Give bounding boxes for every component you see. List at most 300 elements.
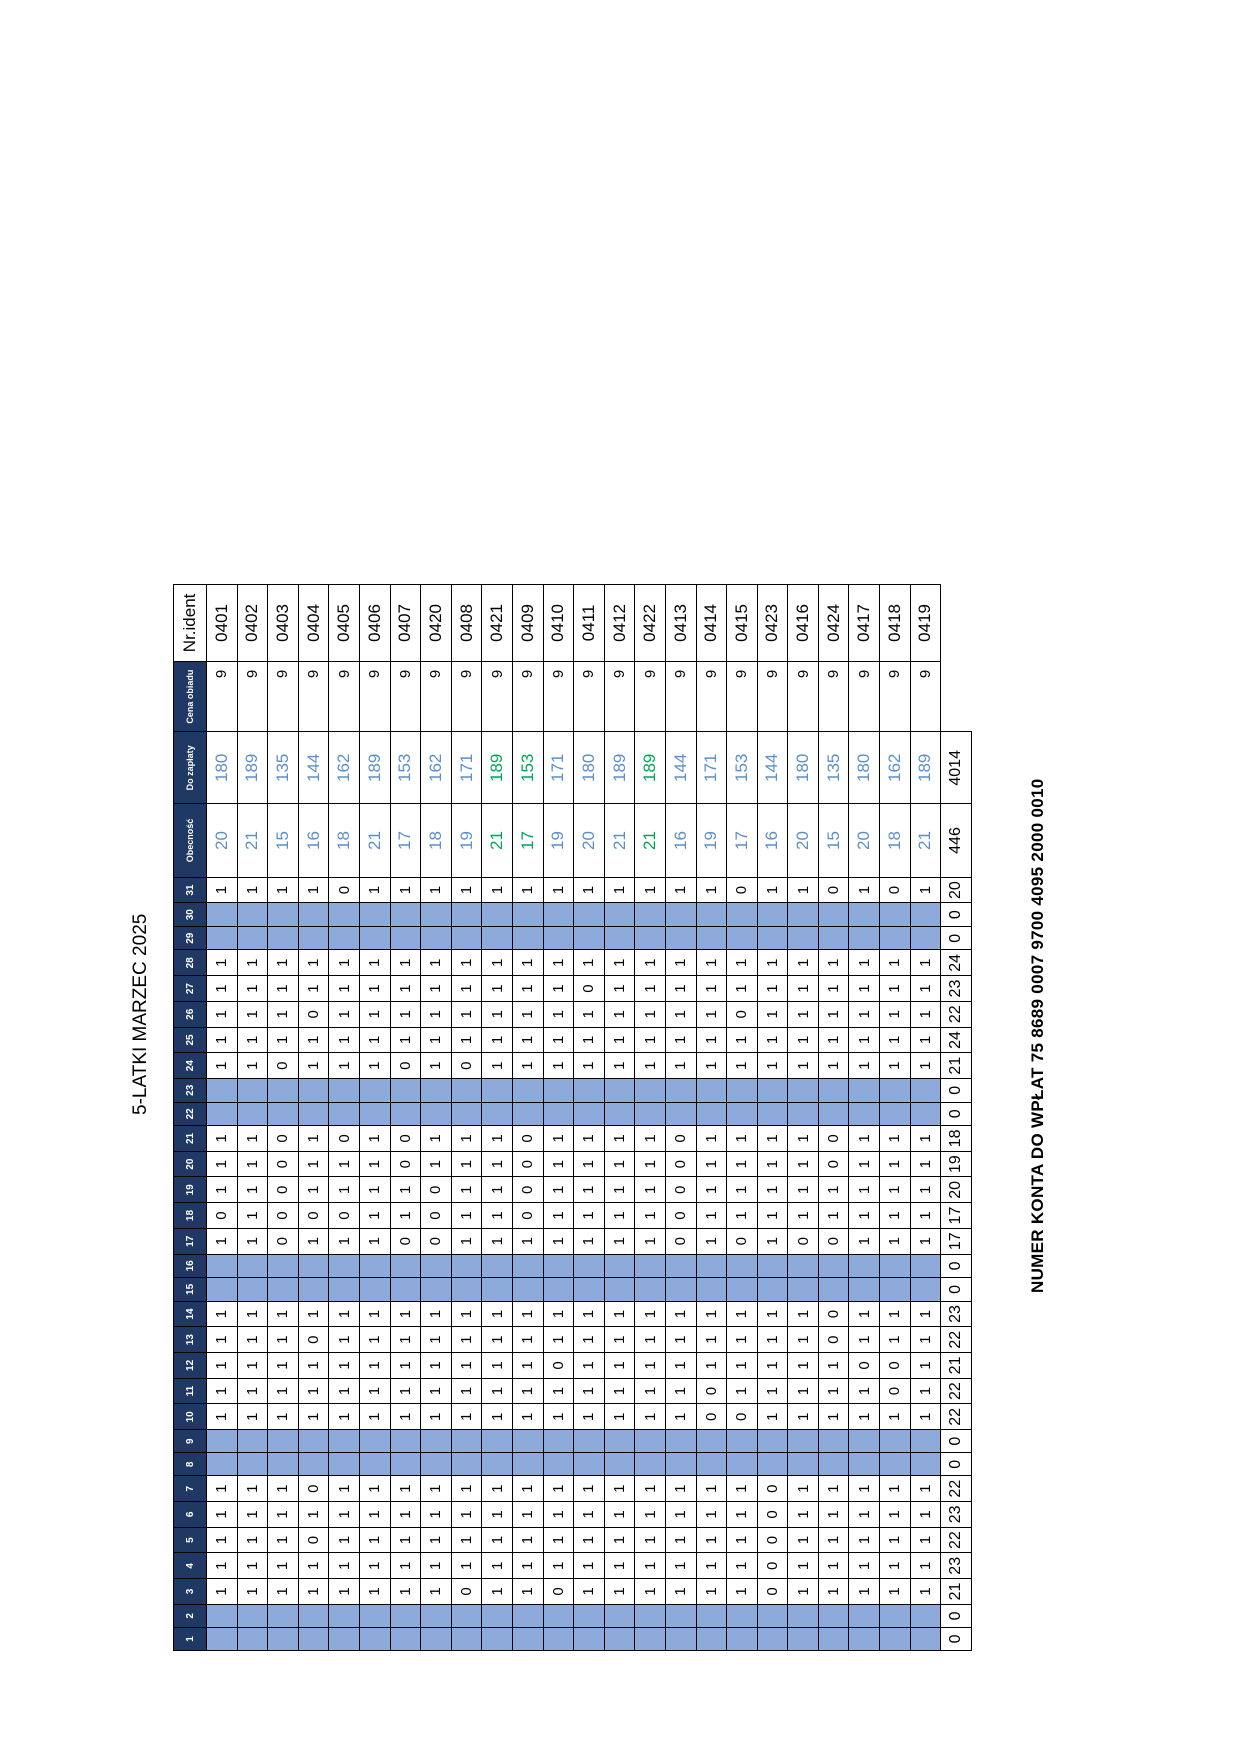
day-cell: 1 <box>512 1579 543 1605</box>
day-cell: 1 <box>849 1327 880 1353</box>
cena-cell: 9 <box>359 661 390 732</box>
table-row <box>421 585 452 1651</box>
day-total-cell: 23 <box>941 1502 972 1528</box>
day-cell: 1 <box>849 1053 880 1079</box>
day-cell: 0 <box>665 1203 696 1229</box>
day-cell: 1 <box>910 877 941 903</box>
day-cell <box>512 1278 543 1302</box>
day-cell: 1 <box>849 950 880 976</box>
day-cell: 0 <box>298 1527 329 1553</box>
day-cell: 1 <box>604 1353 635 1379</box>
day-cell: 0 <box>543 1579 574 1605</box>
day-cell <box>788 926 819 950</box>
day-cell: 1 <box>696 1301 727 1327</box>
day-cell: 1 <box>390 877 421 903</box>
do-zaplaty-cell: 135 <box>818 732 849 804</box>
day-cell <box>696 1604 727 1627</box>
ident-cell: 0411 <box>574 585 605 662</box>
day-header: 8 <box>174 1453 207 1476</box>
day-cell <box>635 1453 666 1476</box>
day-cell: 1 <box>390 1476 421 1502</box>
day-cell: 1 <box>268 1404 299 1430</box>
day-cell: 1 <box>818 1553 849 1579</box>
day-cell: 0 <box>268 1203 299 1229</box>
day-cell: 1 <box>390 1502 421 1528</box>
day-cell <box>604 1430 635 1453</box>
day-cell: 1 <box>757 1151 788 1177</box>
day-cell: 1 <box>910 1301 941 1327</box>
table-row <box>298 585 329 1651</box>
day-header: 12 <box>174 1353 207 1379</box>
day-cell: 1 <box>788 1404 819 1430</box>
obecnosc-cell: 20 <box>849 804 880 877</box>
day-cell: 1 <box>788 1476 819 1502</box>
table-row <box>696 585 727 1651</box>
day-cell: 1 <box>849 1177 880 1203</box>
day-cell <box>359 1453 390 1476</box>
day-cell: 1 <box>298 1353 329 1379</box>
day-header: 10 <box>174 1404 207 1430</box>
day-cell: 1 <box>543 1327 574 1353</box>
day-cell <box>390 1604 421 1627</box>
day-cell <box>727 1627 758 1650</box>
day-cell: 1 <box>329 1404 360 1430</box>
day-cell: 1 <box>421 1353 452 1379</box>
day-cell <box>268 1079 299 1103</box>
table-row <box>788 585 819 1651</box>
day-cell: 1 <box>665 1053 696 1079</box>
day-cell: 1 <box>757 1126 788 1152</box>
cena-cell: 9 <box>604 661 635 732</box>
day-total-cell: 17 <box>941 1203 972 1229</box>
day-cell: 1 <box>451 1027 482 1053</box>
day-cell: 1 <box>359 1203 390 1229</box>
day-cell: 1 <box>574 1027 605 1053</box>
table-row <box>390 585 421 1651</box>
do-zaplaty-cell: 144 <box>757 732 788 804</box>
day-cell <box>727 1102 758 1126</box>
day-cell: 1 <box>635 1502 666 1528</box>
day-cell: 1 <box>849 976 880 1002</box>
day-cell: 1 <box>574 1126 605 1152</box>
day-cell: 0 <box>788 1228 819 1254</box>
day-cell <box>696 1278 727 1302</box>
day-cell: 1 <box>268 1301 299 1327</box>
day-cell: 1 <box>604 1502 635 1528</box>
table-row <box>268 585 299 1651</box>
day-cell: 0 <box>727 1404 758 1430</box>
day-cell: 1 <box>207 950 238 976</box>
day-cell: 1 <box>910 1203 941 1229</box>
day-cell: 1 <box>329 1353 360 1379</box>
day-cell: 1 <box>512 950 543 976</box>
obecnosc-cell: 17 <box>512 804 543 877</box>
day-cell: 1 <box>788 1203 819 1229</box>
day-cell: 1 <box>421 1327 452 1353</box>
day-cell: 1 <box>880 1553 911 1579</box>
day-cell <box>451 1430 482 1453</box>
day-cell <box>880 1102 911 1126</box>
day-cell: 1 <box>604 877 635 903</box>
day-cell <box>451 1627 482 1650</box>
obecnosc-cell: 17 <box>390 804 421 877</box>
day-header: 14 <box>174 1301 207 1327</box>
day-cell: 1 <box>390 976 421 1002</box>
day-cell: 1 <box>237 1228 268 1254</box>
day-cell: 1 <box>268 1553 299 1579</box>
day-cell: 1 <box>788 1027 819 1053</box>
day-cell <box>543 1102 574 1126</box>
day-cell: 1 <box>727 1126 758 1152</box>
day-cell: 1 <box>880 950 911 976</box>
day-total-cell: 20 <box>941 1177 972 1203</box>
day-cell: 1 <box>268 1001 299 1027</box>
day-cell: 1 <box>818 976 849 1002</box>
day-cell <box>421 1430 452 1453</box>
day-cell: 1 <box>696 1327 727 1353</box>
day-cell: 0 <box>298 1001 329 1027</box>
day-cell <box>604 903 635 927</box>
day-cell: 1 <box>665 1579 696 1605</box>
day-cell: 0 <box>268 1053 299 1079</box>
day-cell: 1 <box>849 1027 880 1053</box>
day-cell: 1 <box>635 950 666 976</box>
day-cell <box>635 1079 666 1103</box>
day-cell <box>604 1604 635 1627</box>
day-cell: 1 <box>696 1203 727 1229</box>
day-cell <box>237 1627 268 1650</box>
day-cell: 1 <box>207 1378 238 1404</box>
day-cell: 1 <box>359 1053 390 1079</box>
day-cell: 1 <box>818 1027 849 1053</box>
day-total-cell: 0 <box>941 1278 972 1302</box>
day-cell <box>788 1430 819 1453</box>
day-cell: 0 <box>298 1203 329 1229</box>
day-cell <box>390 926 421 950</box>
day-total-cell: 0 <box>941 1453 972 1476</box>
day-cell <box>207 1430 238 1453</box>
day-cell <box>788 1079 819 1103</box>
do-zaplaty-cell: 171 <box>543 732 574 804</box>
day-cell: 1 <box>604 1053 635 1079</box>
day-cell: 1 <box>727 1177 758 1203</box>
table-row <box>207 585 238 1651</box>
day-cell <box>665 1604 696 1627</box>
day-cell: 1 <box>727 1553 758 1579</box>
day-cell: 1 <box>207 1151 238 1177</box>
day-cell: 1 <box>298 1579 329 1605</box>
day-cell: 1 <box>543 950 574 976</box>
day-cell <box>757 1254 788 1278</box>
cena-cell: 9 <box>818 661 849 732</box>
day-cell <box>237 1102 268 1126</box>
day-cell <box>757 1453 788 1476</box>
day-cell: 1 <box>359 1579 390 1605</box>
day-cell: 1 <box>910 1579 941 1605</box>
day-cell: 1 <box>635 1053 666 1079</box>
day-cell: 1 <box>329 1502 360 1528</box>
day-cell <box>910 1278 941 1302</box>
day-cell: 1 <box>574 1203 605 1229</box>
day-cell: 1 <box>237 1053 268 1079</box>
day-cell: 1 <box>635 1353 666 1379</box>
day-cell: 1 <box>574 1001 605 1027</box>
day-cell <box>390 1453 421 1476</box>
day-cell: 1 <box>359 1027 390 1053</box>
day-cell: 1 <box>237 1027 268 1053</box>
day-header: 9 <box>174 1430 207 1453</box>
day-cell: 1 <box>635 976 666 1002</box>
day-cell <box>727 1453 758 1476</box>
day-header: 5 <box>174 1527 207 1553</box>
day-cell <box>910 926 941 950</box>
day-cell <box>604 1453 635 1476</box>
day-cell: 1 <box>757 1301 788 1327</box>
day-cell <box>818 1102 849 1126</box>
day-cell <box>298 1430 329 1453</box>
day-cell: 0 <box>298 1327 329 1353</box>
day-cell: 1 <box>757 1177 788 1203</box>
day-cell: 1 <box>604 1476 635 1502</box>
day-cell <box>482 1278 513 1302</box>
day-total-cell: 17 <box>941 1228 972 1254</box>
day-cell: 1 <box>635 1404 666 1430</box>
day-cell: 1 <box>818 1579 849 1605</box>
cena-cell: 9 <box>512 661 543 732</box>
day-cell: 1 <box>451 1553 482 1579</box>
ident-cell: 0404 <box>298 585 329 662</box>
cena-cell: 9 <box>421 661 452 732</box>
table-row <box>543 585 574 1651</box>
day-total-cell: 0 <box>941 926 972 950</box>
day-cell <box>757 1278 788 1302</box>
day-cell <box>329 1278 360 1302</box>
day-cell: 0 <box>880 877 911 903</box>
day-cell <box>207 1453 238 1476</box>
day-cell: 1 <box>665 1553 696 1579</box>
day-cell: 1 <box>451 1177 482 1203</box>
day-cell: 1 <box>207 1228 238 1254</box>
day-cell <box>574 1604 605 1627</box>
day-total-cell: 19 <box>941 1151 972 1177</box>
attendance-table <box>173 584 972 1651</box>
day-cell <box>635 903 666 927</box>
do-zaplaty-cell: 180 <box>207 732 238 804</box>
day-cell <box>359 1604 390 1627</box>
day-cell: 0 <box>665 1126 696 1152</box>
obecnosc-cell: 21 <box>604 804 635 877</box>
day-cell: 1 <box>818 1053 849 1079</box>
day-total-cell: 0 <box>941 1102 972 1126</box>
day-cell: 1 <box>604 1001 635 1027</box>
day-header: 13 <box>174 1327 207 1353</box>
day-cell: 1 <box>237 1404 268 1430</box>
day-cell: 1 <box>207 976 238 1002</box>
day-cell: 1 <box>788 1151 819 1177</box>
day-cell: 1 <box>207 1001 238 1027</box>
day-cell <box>329 1453 360 1476</box>
day-cell <box>910 1430 941 1453</box>
do-zaplaty-cell: 153 <box>390 732 421 804</box>
ident-cell: 0407 <box>390 585 421 662</box>
day-cell: 1 <box>604 976 635 1002</box>
day-cell: 1 <box>512 1353 543 1379</box>
day-cell: 1 <box>635 1553 666 1579</box>
day-cell: 0 <box>696 1378 727 1404</box>
day-cell <box>757 903 788 927</box>
day-cell <box>237 1453 268 1476</box>
day-cell <box>421 926 452 950</box>
day-cell: 1 <box>727 1327 758 1353</box>
day-cell: 1 <box>329 1476 360 1502</box>
day-cell: 1 <box>849 1553 880 1579</box>
day-cell: 1 <box>788 1553 819 1579</box>
day-cell: 1 <box>788 1001 819 1027</box>
day-cell: 1 <box>818 1353 849 1379</box>
obecnosc-cell: 19 <box>696 804 727 877</box>
cena-cell: 9 <box>880 661 911 732</box>
day-cell: 1 <box>390 1378 421 1404</box>
day-cell <box>849 903 880 927</box>
day-cell: 1 <box>635 1301 666 1327</box>
day-cell <box>635 1278 666 1302</box>
day-cell: 1 <box>635 1126 666 1152</box>
day-cell <box>329 1254 360 1278</box>
day-cell <box>390 1430 421 1453</box>
day-header: 26 <box>174 1001 207 1027</box>
day-cell: 1 <box>359 1553 390 1579</box>
day-total-cell: 18 <box>941 1126 972 1152</box>
obecnosc-cell: 18 <box>421 804 452 877</box>
day-cell <box>880 1079 911 1103</box>
day-cell: 1 <box>696 1502 727 1528</box>
day-cell <box>298 926 329 950</box>
day-cell: 1 <box>268 1579 299 1605</box>
day-cell: 1 <box>421 1553 452 1579</box>
day-header: 3 <box>174 1579 207 1605</box>
day-cell: 1 <box>910 1527 941 1553</box>
day-cell: 1 <box>849 1203 880 1229</box>
obecnosc-cell: 20 <box>207 804 238 877</box>
day-cell: 0 <box>298 1476 329 1502</box>
day-cell <box>512 1453 543 1476</box>
day-cell: 1 <box>849 1151 880 1177</box>
day-cell: 0 <box>512 1126 543 1152</box>
day-total-cell: 23 <box>941 1301 972 1327</box>
day-cell <box>880 1278 911 1302</box>
day-cell <box>237 1079 268 1103</box>
day-cell: 1 <box>359 1301 390 1327</box>
day-cell: 1 <box>604 1553 635 1579</box>
day-cell: 1 <box>268 877 299 903</box>
day-cell <box>298 1254 329 1278</box>
day-cell <box>482 1453 513 1476</box>
day-cell <box>237 1278 268 1302</box>
day-cell: 1 <box>604 950 635 976</box>
day-cell <box>482 1102 513 1126</box>
day-cell: 1 <box>207 1301 238 1327</box>
day-cell: 1 <box>849 1378 880 1404</box>
day-cell: 1 <box>727 976 758 1002</box>
day-cell: 1 <box>543 1476 574 1502</box>
day-cell: 1 <box>727 1053 758 1079</box>
day-header: 30 <box>174 903 207 927</box>
day-cell <box>665 926 696 950</box>
table-row <box>727 585 758 1651</box>
day-cell: 1 <box>880 1126 911 1152</box>
obecnosc-cell: 21 <box>482 804 513 877</box>
day-cell: 1 <box>880 1027 911 1053</box>
day-cell: 1 <box>237 1476 268 1502</box>
day-cell: 1 <box>482 1027 513 1053</box>
day-cell <box>451 1102 482 1126</box>
day-header: 16 <box>174 1254 207 1278</box>
day-cell: 1 <box>482 1053 513 1079</box>
day-cell: 1 <box>757 1001 788 1027</box>
day-cell: 1 <box>604 1301 635 1327</box>
obecnosc-cell: 16 <box>665 804 696 877</box>
day-cell: 0 <box>512 1203 543 1229</box>
day-cell: 1 <box>543 1053 574 1079</box>
day-cell: 1 <box>727 1353 758 1379</box>
day-cell: 0 <box>665 1228 696 1254</box>
day-cell: 0 <box>818 877 849 903</box>
day-cell: 0 <box>421 1177 452 1203</box>
day-header: 23 <box>174 1079 207 1103</box>
ident-cell: 0424 <box>818 585 849 662</box>
day-cell: 1 <box>359 1527 390 1553</box>
day-cell: 0 <box>818 1228 849 1254</box>
day-cell: 1 <box>543 1404 574 1430</box>
day-total-cell: 21 <box>941 1353 972 1379</box>
day-cell: 1 <box>298 1301 329 1327</box>
day-cell: 1 <box>207 877 238 903</box>
day-cell: 1 <box>298 976 329 1002</box>
day-cell: 1 <box>880 1404 911 1430</box>
day-cell <box>512 1604 543 1627</box>
day-cell: 0 <box>757 1476 788 1502</box>
day-cell: 1 <box>604 1203 635 1229</box>
day-cell <box>207 926 238 950</box>
day-cell: 1 <box>696 1228 727 1254</box>
day-cell <box>268 1254 299 1278</box>
day-cell <box>665 1102 696 1126</box>
day-cell: 1 <box>298 1553 329 1579</box>
day-cell: 1 <box>910 1001 941 1027</box>
day-cell: 1 <box>574 1228 605 1254</box>
do-zaplaty-cell: 189 <box>359 732 390 804</box>
day-cell: 1 <box>390 1027 421 1053</box>
day-cell <box>329 903 360 927</box>
day-cell: 1 <box>482 1001 513 1027</box>
day-cell: 1 <box>574 1527 605 1553</box>
ident-cell: 0408 <box>451 585 482 662</box>
day-cell: 1 <box>665 1404 696 1430</box>
day-cell <box>298 903 329 927</box>
day-cell <box>727 1604 758 1627</box>
day-cell: 1 <box>421 1053 452 1079</box>
day-cell: 1 <box>727 1027 758 1053</box>
day-cell: 1 <box>604 1527 635 1553</box>
day-cell: 0 <box>757 1579 788 1605</box>
day-cell <box>421 1604 452 1627</box>
day-cell: 1 <box>604 1027 635 1053</box>
day-cell: 1 <box>543 1151 574 1177</box>
day-cell: 1 <box>451 1502 482 1528</box>
table-row <box>574 585 605 1651</box>
day-total-cell: 21 <box>941 1579 972 1605</box>
day-cell: 1 <box>237 1353 268 1379</box>
